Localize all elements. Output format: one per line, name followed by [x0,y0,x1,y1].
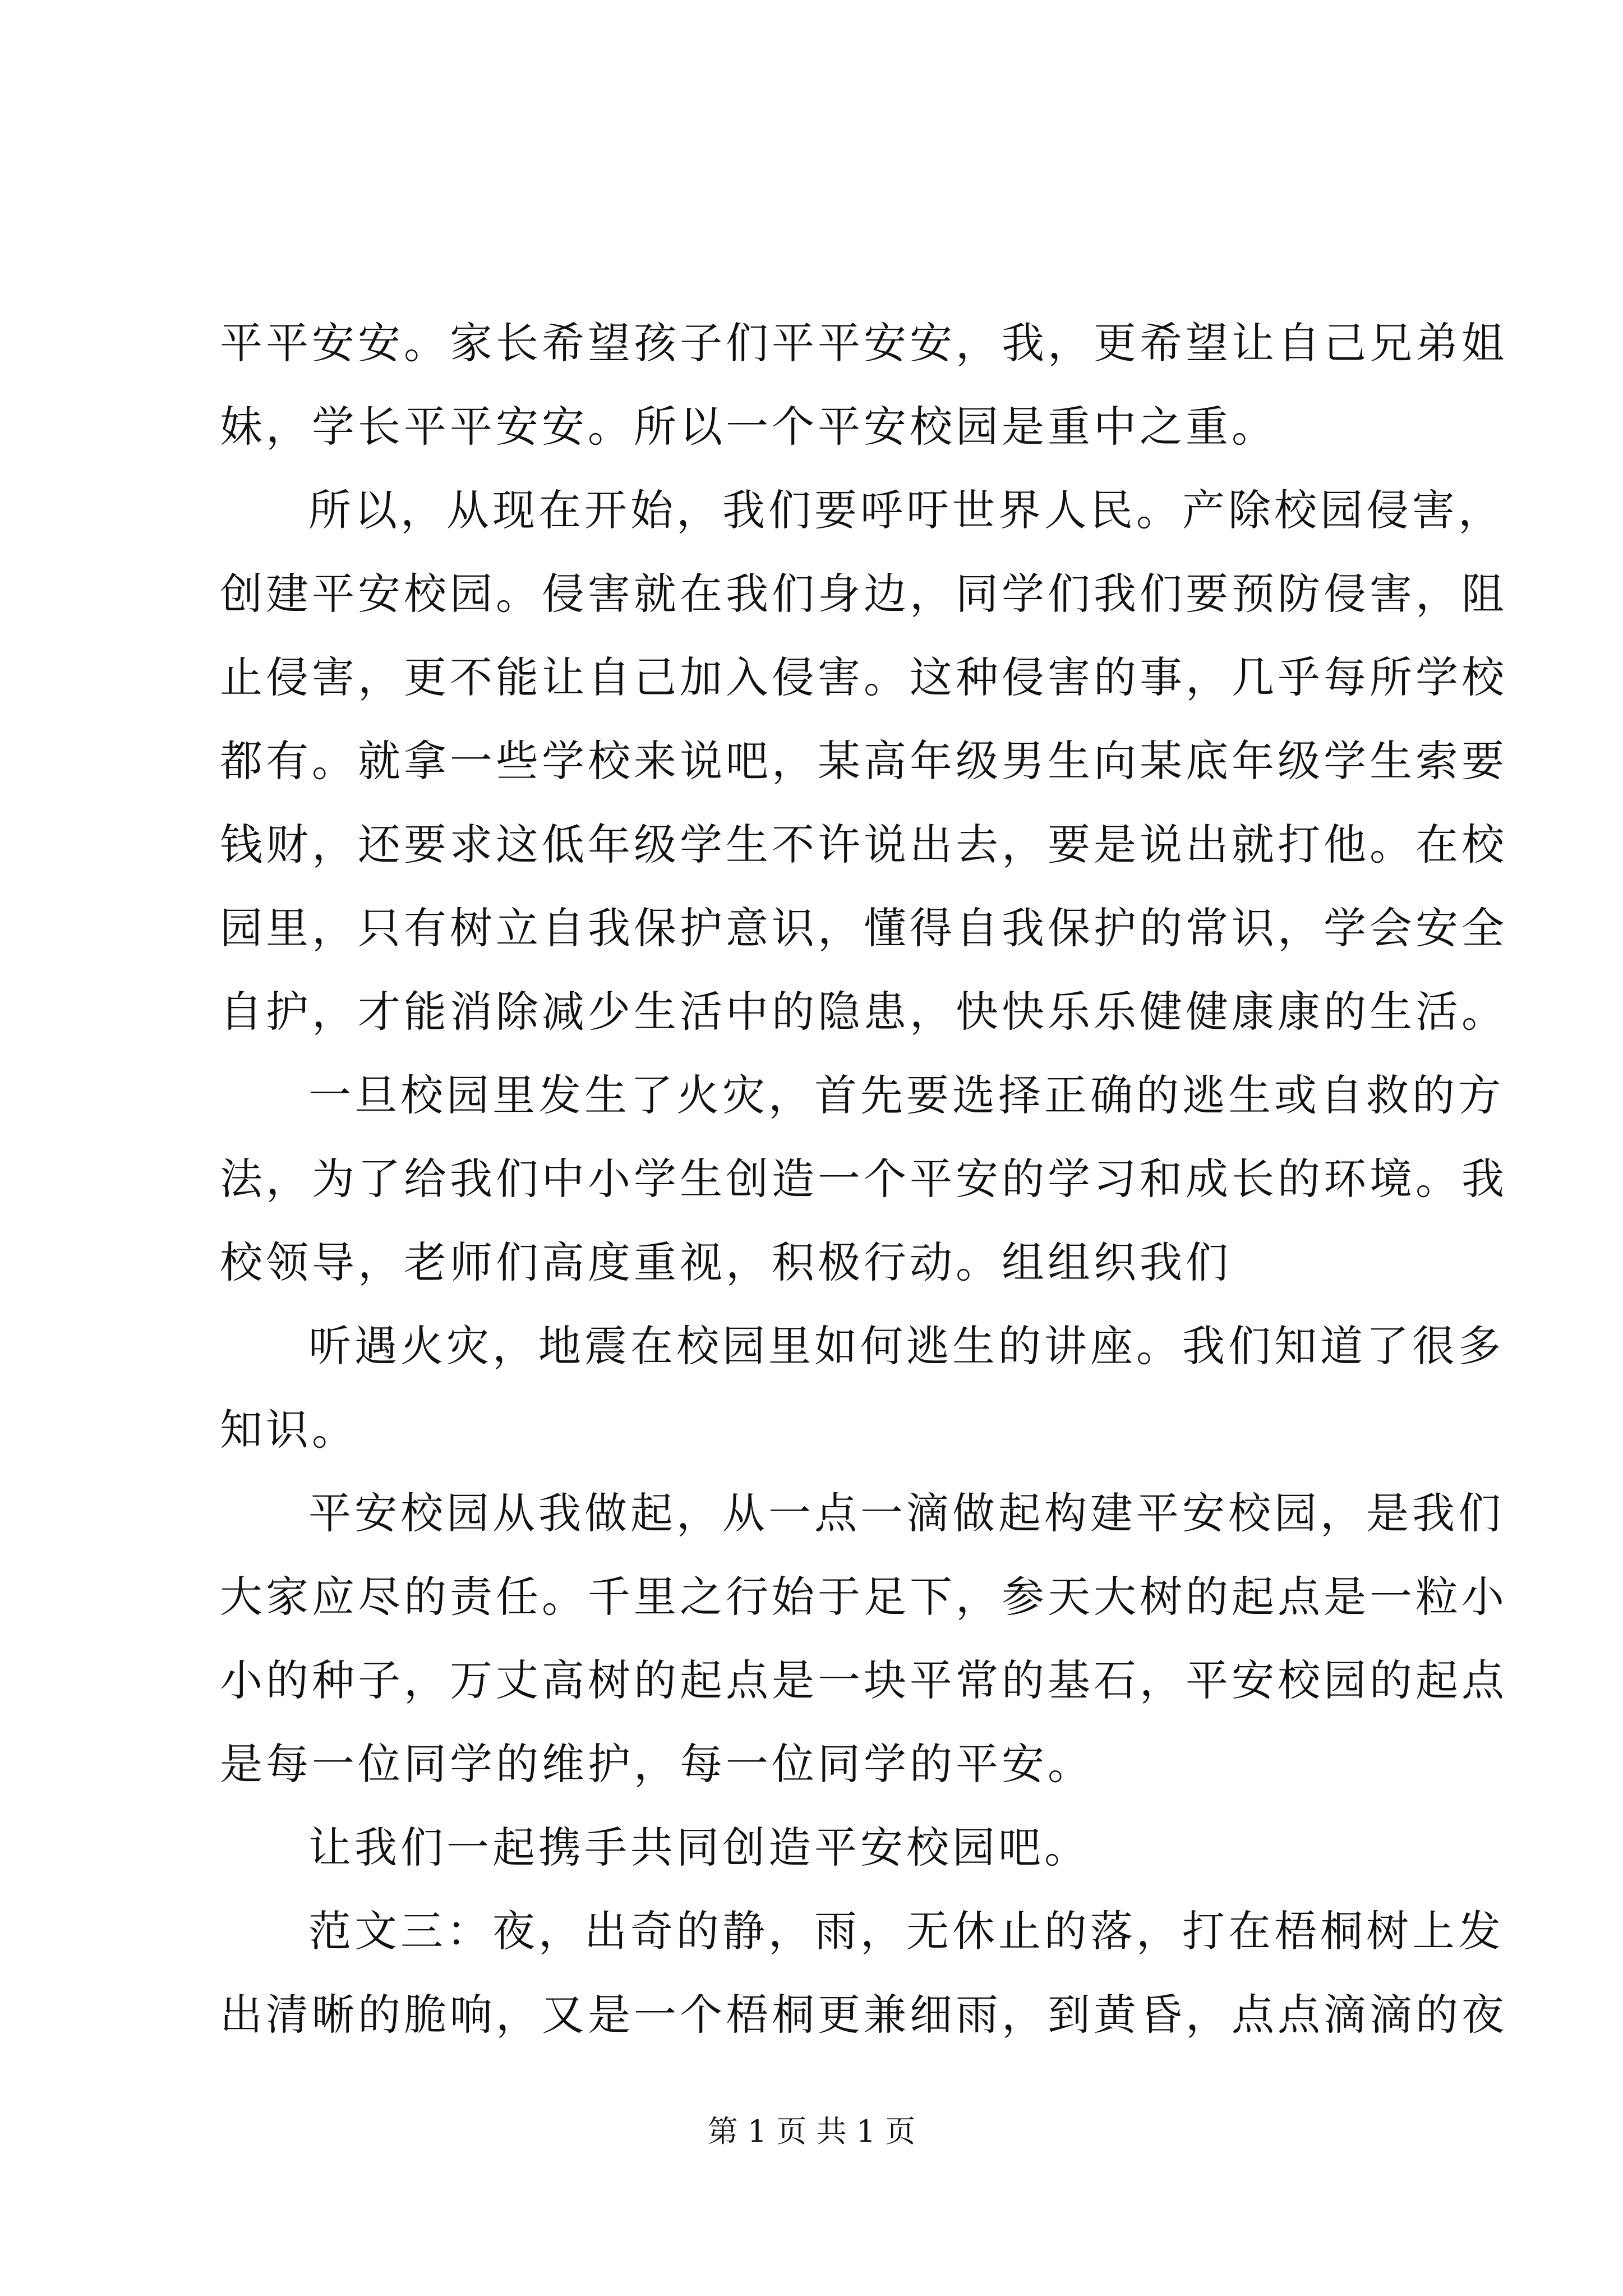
text-line: 妹，学长平平安安。所以一个平安校园是重中之重。 [220,402,1278,452]
text-line: 自护，才能消除减少生活中的隐患，快快乐乐健健康康的生活。 [220,987,1507,1037]
text-line: 创建平安校园。侵害就在我们身边，同学们我们要预防侵害，阻 [220,569,1507,619]
text-line: 都有。就拿一些学校来说吧，某高年级男生向某底年级学生索要 [220,736,1507,786]
text-line: 法，为了给我们中小学生创造一个平安的学习和成长的环境。我 [220,1154,1507,1204]
text-line: 让我们一起携手共同创造平安校园吧。 [308,1823,1090,1872]
text-line: 所以，从现在开始，我们要呼吁世界人民。产除校园侵害， [308,485,1504,535]
text-line: 园里，只有树立自我保护意识，懂得自我保护的常识，学会安全 [220,903,1507,953]
text-line: 平平安安。家长希望孩子们平平安安，我，更希望让自己兄弟姐 [220,318,1507,368]
text-line: 钱财，还要求这低年级学生不许说出去，要是说出就打他。在校 [220,820,1507,869]
page-number-footer: 第 1 页 共 1 页 [707,2114,916,2149]
text-line: 听遇火灾，地震在校园里如何逃生的讲座。我们知道了很多 [308,1321,1504,1371]
text-line: 止侵害，更不能让自己加入侵害。这种侵害的事，几乎每所学校 [220,652,1507,702]
text-line: 一旦校园里发生了火灾，首先要选择正确的逃生或自救的方 [308,1070,1504,1120]
text-line: 知识。 [220,1405,358,1455]
text-line: 大家应尽的责任。千里之行始于足下，参天大树的起点是一粒小 [220,1572,1507,1622]
text-line: 出清晰的脆响，又是一个梧桐更兼细雨，到黄昏，点点滴滴的夜 [220,1990,1507,2040]
text-line: 是每一位同学的维护，每一位同学的平安。 [220,1739,1094,1789]
text-line: 平安校园从我做起，从一点一滴做起构建平安校园，是我们 [308,1488,1504,1538]
text-line: 范文三：夜，出奇的静，雨，无休止的落，打在梧桐树上发 [308,1906,1504,1956]
text-line: 校领导，老师们高度重视，积极行动。组组织我们 [220,1237,1232,1287]
text-line: 小的种子，万丈高树的起点是一块平常的基石，平安校园的起点 [220,1655,1507,1705]
